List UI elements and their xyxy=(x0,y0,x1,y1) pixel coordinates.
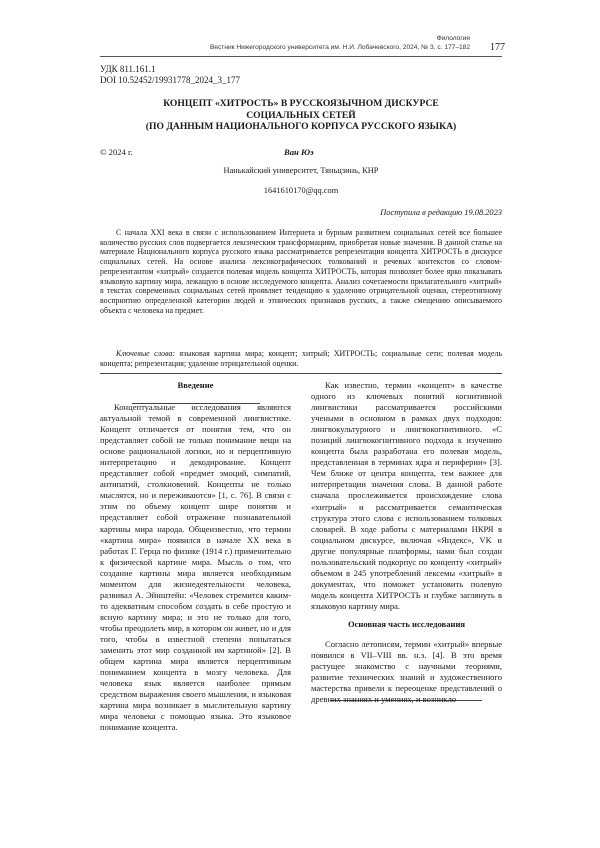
intro-heading: Введение xyxy=(177,380,214,390)
author-name: Ван Юэ xyxy=(284,147,314,157)
title-line-3: (ПО ДАННЫМ НАЦИОНАЛЬНОГО КОРПУСА РУССКОГО ЯЗЫКА) xyxy=(145,121,457,133)
doi: DOI 10.52452/19931778_2024_3_177 xyxy=(100,75,240,85)
keywords-list: языковая картина мира; концепт; хитрый; ХИТРОСТЬ; социальные сети; полевая модель концепта; репрезентация; удаление отрицательной оценки. xyxy=(100,349,502,368)
main-heading: Основная часть исследования xyxy=(347,618,466,629)
header-rule xyxy=(100,56,502,57)
right-paragraph-2: Согласно летописям, термин «хитрый» впервые появился в VII–VIII вв. н.э. [4]. В это время растущее знакомство с научными теориями, развитие технических знаний и художественного мастерства привели к переоценке представлений о древних знаниях и умениях, и возникло xyxy=(311,638,502,705)
abstract-divider xyxy=(100,373,502,374)
page-number: 177 xyxy=(490,42,505,53)
author-email: 1641610170@qq.com xyxy=(263,186,339,195)
affiliation: Нанькайский университет, Тяньцзинь, КНР xyxy=(223,166,379,175)
abstract: С начала XXI века в связи с использованием Интернета и бурным развитием социальных сетей все большее количество русских слов подвергается лексическим трансформациям, приобретая новые значения. В данной статье на материале Национального корпуса русского языка рассматривается репрезентация концепта ХИТРОСТЬ в дискурсе социальных сетей. На основе анализа лексикографических толкований и речевых контекстов со словом-репрезентантом «хитрый» создается полевая модель концепта ХИТРОСТЬ, которая позволяет более ярко показывать языковую картину мира, лежащую в основе исследуемого концепта. Анализ сочетаемости прилагательного «хитрый» в текстах современных социальных сетей проявляет тенденцию к удалению отрицательной оценки, стереотипному восприятию определенной категории людей и этнических признаков русских, а также смещению описываемого объекта с человека на предмет. xyxy=(100,228,502,315)
keywords xyxy=(100,349,502,368)
copyright: © 2024 г. xyxy=(100,147,133,157)
title-line-1: КОНЦЕПТ «ХИТРОСТЬ» В РУССКОЯЗЫЧНОМ ДИСКУРСЕ xyxy=(163,98,439,109)
left-column xyxy=(100,380,291,733)
right-column xyxy=(311,380,502,705)
intro-paragraph: Концептуальные исследования являются актуальной темой в современной лингвистике. Концепт отличается от понятия тем, что он представляет собой не только понимание вещи на основе рациональной логики, но и перцептивную интерпретацию и декодирование. Концепт представляет собой «предмет эмоций, симпатий, антипатий, столкновений. Концепты не только мыслятся, но и переживаются» [1, с. 76]. В связи с этим по объему концепт шире понятия и представляет собой отражение познавательной картины мира народа. Общеизвестно, что термин «картина мира» появился в начале XX века в работах Г. Герца по физике (1914 г.) применительно к физической картине мира. Мысль о том, что создание картины мира является необходимым моментом для жизнедеятельности человека, развивал А. Эйнштейн: «Человек стремится каким-то адекватным способом создать в себе простую и ясную картину мира; и это не только для того, чтобы преодолеть мир, в котором он живет, но и для того, чтобы в известной степени попытаться заменить этот мир созданной им картиной» [2]. В общем картина мира является перцептивным пониманием концепта в мозгу человека. Для человека язык является наиболее прямым средством выражения своего мышления, и языковая картина мира возникает в мыслительную картину мира человека с помощью языка. Это языковое понимание концепта. xyxy=(100,402,291,733)
received-date: Поступила в редакцию 19.08.2023 xyxy=(380,208,502,217)
right-paragraph-1: Как известно, термин «концепт» в качестве одного из ключевых понятий когнитивной лингвистики рассматривается российскими учеными в основном в рамках двух подходов: лингвокультурного и лингвокогнитивного. «С позиций лингвокогнитивного подхода к изучению концепта была разработана его полевая модель, представленная в терминах ядра и периферии» [3]. Чем ближе от центра концепта, тем важнее для интерпретации значения слова. В данной работе сначала прослеживается происхождение слова «хитрый» и рассматривается семантическая структура этого слова с использованием толковых словарей. В ходе работы с материалами НКРЯ в социальном дискурсе, включая «Яндекс», VK и другие популярные платформы, нами был создан пользовательский подкорпус по концепту «хитрый» объемом в 245 употреблений лексемы «хитрый» в документах, что поможет установить полевую модель концепта ХИТРОСТЬ и глубже заглянуть в языковую картину мира. xyxy=(311,380,502,611)
running-head xyxy=(100,34,470,52)
udk-code: УДК 811.161.1 xyxy=(100,64,156,74)
journal-info: Вестник Нижегородского университета им. Н.И. Лобачевского, 2024, № 3, с. 177–182 xyxy=(209,44,470,51)
title-line-2: СОЦИАЛЬНЫХ СЕТЕЙ xyxy=(246,109,356,121)
keywords-label: Ключевые слова: xyxy=(116,349,176,358)
article-identifiers xyxy=(100,64,240,86)
journal-section: Филология xyxy=(436,35,470,42)
article-title xyxy=(100,98,502,133)
